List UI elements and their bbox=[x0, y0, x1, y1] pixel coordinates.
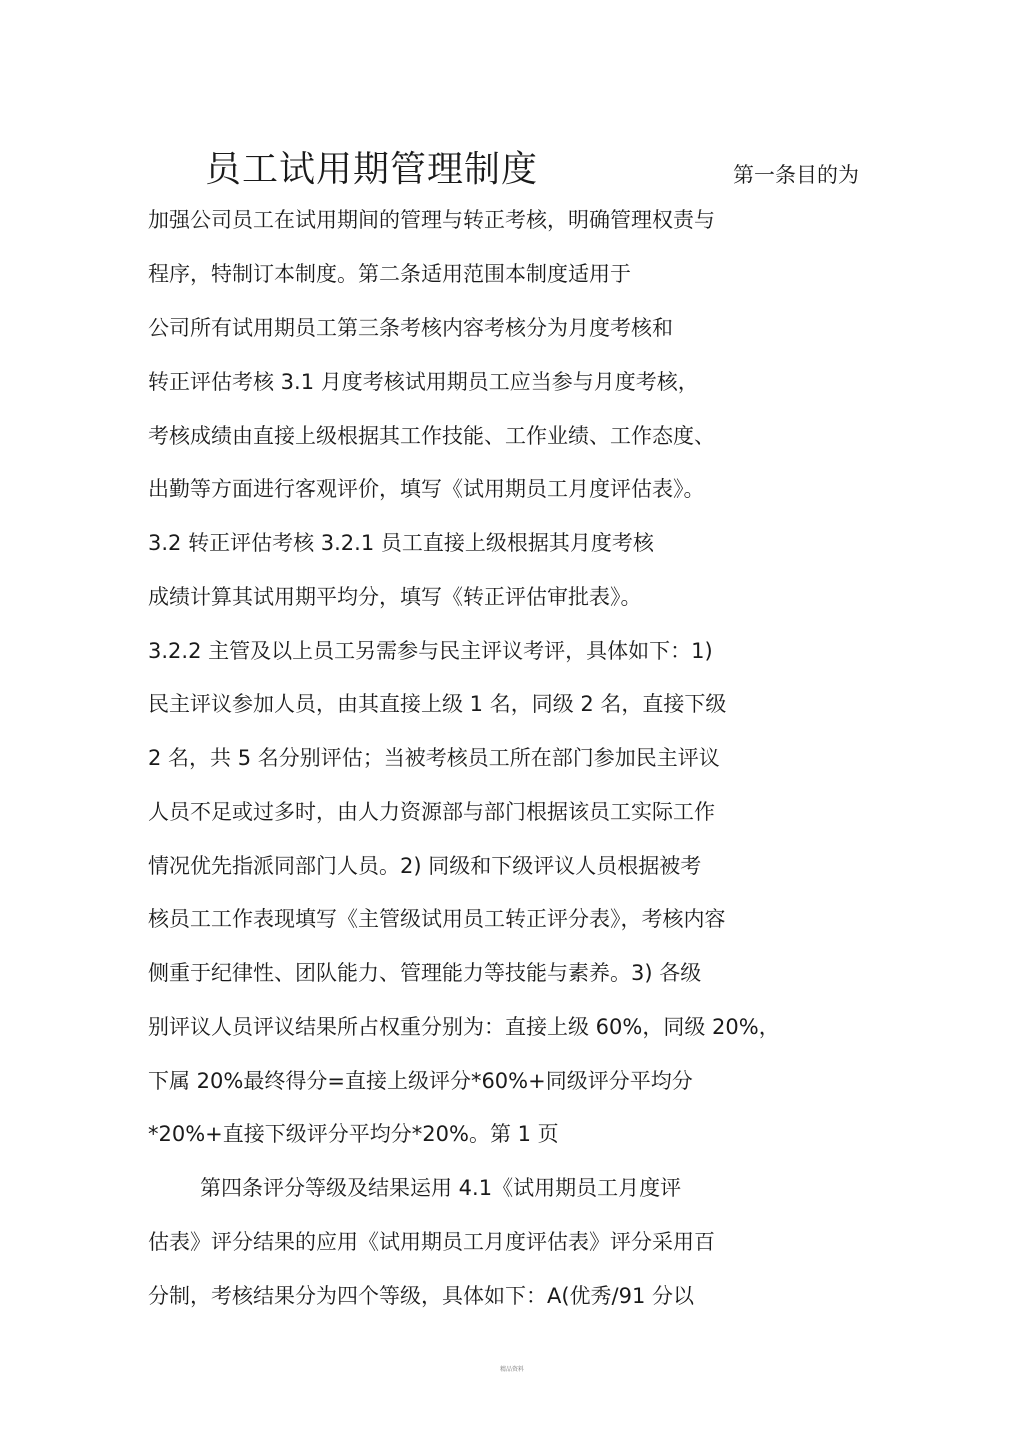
body-line: *20%+直接下级评分平均分*20%。第 1 页 bbox=[148, 1122, 559, 1146]
body-line: 程序，特制订本制度。第二条适用范围本制度适用于 bbox=[148, 262, 631, 286]
body-line: 转正评估考核 3.1 月度考核试用期员工应当参与月度考核， bbox=[148, 370, 699, 394]
body-line: 公司所有试用期员工第三条考核内容考核分为月度考核和 bbox=[148, 316, 673, 340]
document-title: 员工试用期管理制度 bbox=[205, 149, 539, 190]
body-line: 下属 20%最终得分=直接上级评分*60%+同级评分平均分 bbox=[148, 1069, 693, 1093]
body-line: 3.2.2 主管及以上员工另需参与民主评议考评，具体如下：1) bbox=[148, 639, 713, 663]
body-line: 人员不足或过多时，由人力资源部与部门根据该员工实际工作 bbox=[148, 800, 715, 824]
body-line: 民主评议参加人员，由其直接上级 1 名，同级 2 名，直接下级 bbox=[148, 692, 727, 716]
body-line: 2 名，共 5 名分别评估；当被考核员工所在部门参加民主评议 bbox=[148, 746, 720, 770]
body-line: 成绩计算其试用期平均分，填写《转正评估审批表》。 bbox=[148, 585, 642, 609]
body-line: 核员工工作表现填写《主管级试用员工转正评分表》，考核内容 bbox=[148, 907, 726, 931]
body-line: 分制，考核结果分为四个等级，具体如下：A(优秀/91 分以 bbox=[148, 1284, 695, 1308]
body-line: 考核成绩由直接上级根据其工作技能、工作业绩、工作态度、 bbox=[148, 424, 715, 448]
body-line: 出勤等方面进行客观评价，填写《试用期员工月度评估表》。 bbox=[148, 477, 705, 501]
body-line-indented: 第四条评分等级及结果运用 4.1《试用期员工月度评 bbox=[200, 1176, 682, 1200]
page-footer: 精品资料 bbox=[499, 1366, 524, 1373]
body-line: 侧重于纪律性、团队能力、管理能力等技能与素养。3) 各级 bbox=[148, 961, 702, 985]
body-line: 加强公司员工在试用期间的管理与转正考核，明确管理权责与 bbox=[148, 208, 715, 232]
title-trailing-text: 第一条目的为 bbox=[733, 163, 859, 187]
body-line: 估表》评分结果的应用《试用期员工月度评估表》评分采用百 bbox=[148, 1230, 715, 1254]
body-line: 情况优先指派同部门人员。2) 同级和下级评议人员根据被考 bbox=[148, 854, 702, 878]
body-line: 别评议人员评议结果所占权重分别为：直接上级 60%，同级 20%， bbox=[148, 1015, 780, 1039]
body-line: 3.2 转正评估考核 3.2.1 员工直接上级根据其月度考核 bbox=[148, 531, 654, 555]
